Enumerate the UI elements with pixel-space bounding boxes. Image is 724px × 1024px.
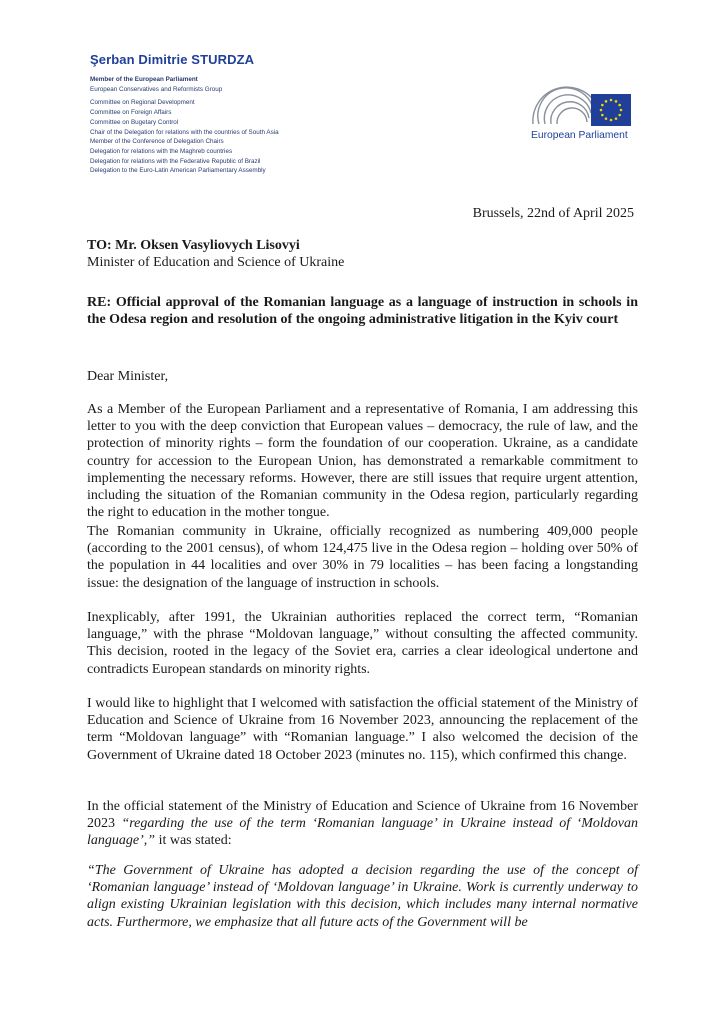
paragraph-quote: “regarding the use of the term ‘Romanian language’ in Ukraine instead of ‘Moldovan language’,” bbox=[87, 816, 638, 849]
committee-line: Member of the Conference of Delegation Chairs bbox=[90, 138, 224, 146]
eu-star-icon bbox=[618, 104, 621, 107]
paragraph-tail: it was stated: bbox=[155, 833, 232, 849]
logo-caption: European Parliament bbox=[531, 130, 628, 141]
paragraph-lead: In the official statement of the Ministry of Education and Science of Ukraine from 16 November 2023 bbox=[87, 799, 638, 832]
eu-star-icon bbox=[618, 114, 621, 117]
eu-star-icon bbox=[610, 119, 613, 122]
recipient-name: TO: Mr. Oksen Vasyliovych Lisovyi bbox=[87, 238, 300, 253]
quote-paragraph: “The Government of Ukraine has adopted a decision regarding the use of the concept of ‘Romanian language’ instead of ‘Moldovan language’ in Ukraine. Work is currently underway to align existing Ukrainian legislation with this decision, which includes many internal normative acts. Furthermore, we emphasize that all future acts of the Government will be bbox=[87, 863, 638, 930]
eu-star-icon bbox=[601, 104, 604, 107]
eu-star-icon bbox=[615, 117, 618, 120]
recipient-block bbox=[87, 237, 638, 271]
letterhead bbox=[90, 52, 390, 176]
eu-star-icon bbox=[615, 100, 618, 103]
committee-line: Delegation for relations with the Maghreb countries bbox=[90, 147, 233, 155]
eu-star-icon bbox=[605, 100, 608, 103]
political-group: European Conservatives and Reformists Group bbox=[90, 85, 223, 93]
recipient-title: Minister of Education and Science of Ukraine bbox=[87, 255, 345, 271]
mep-name: Şerban Dimitrie STURDZA bbox=[90, 52, 255, 67]
eu-star-icon bbox=[600, 109, 603, 112]
committee-line: Chair of the Delegation for relations with the countries of South Asia bbox=[90, 128, 279, 136]
body-paragraph: I would like to highlight that I welcomed with satisfaction the official statement of the Ministry of Education and Science of Ukraine from 16 November 2023, announcing the replacement of the term “Moldovan language” with “Romanian language.” I also welcomed the decision of the Government of Ukraine dated 18 October 2023 (minutes no. 115), which confirmed this change. bbox=[87, 696, 638, 763]
eu-star-icon bbox=[620, 109, 623, 112]
body-paragraph bbox=[87, 798, 638, 850]
letter-date: Brussels, 22nd of April 2025 bbox=[472, 206, 634, 221]
committee-line: Delegation to the Euro-Latin American Parliamentary Assembly bbox=[90, 167, 266, 175]
committee-line: Committee on Foreign Affairs bbox=[90, 109, 172, 117]
committee-line: Committee on Regional Development bbox=[90, 99, 195, 107]
salutation: Dear Minister, bbox=[87, 369, 169, 384]
body-paragraph: The Romanian community in Ukraine, officially recognized as numbering 409,000 people (according to the 2001 census), of whom 124,475 live in the Odesa region – holding over 50% of the population in 44 localities and over 30% in 79 localities – has been facing a longstanding issue: the designation of the language of instruction in schools. bbox=[87, 524, 638, 591]
body-paragraph: Inexplicably, after 1991, the Ukrainian authorities replaced the correct term, “Romanian language,” with the phrase “Moldovan language,” without consulting the affected community. This decision, rooted in the legacy of the Soviet era, carries a clear ideological undertone and contradicts European standards on minority rights. bbox=[87, 610, 638, 677]
eu-star-icon bbox=[610, 99, 613, 102]
mep-role: Member of the European Parliament bbox=[90, 76, 198, 83]
committee-line: Committee on Bugetary Control bbox=[90, 118, 179, 126]
eu-star-icon bbox=[605, 117, 608, 120]
committee-line: Delegation for relations with the Federative Republic of Brazil bbox=[90, 157, 261, 165]
body-paragraph: As a Member of the European Parliament and a representative of Romania, I am addressing this letter to you with the deep conviction that European values – democracy, the rule of law, and the protection of minority rights – form the foundation of our cooperation. Ukraine, as a candidate country for accession to the European Union, has demonstrated a remarkable commitment to implementing the necessary reforms. However, there are still issues that require urgent attention, including the situation of the Romanian community in the Odesa region, particularly regarding the right to education in the mother tongue. bbox=[87, 402, 638, 521]
eu-star-icon bbox=[601, 114, 604, 117]
subject-line: RE: Official approval of the Romanian language as a language of instruction in schools in the Odesa region and resolution of the ongoing administrative litigation in the Kyiv court bbox=[87, 295, 638, 328]
